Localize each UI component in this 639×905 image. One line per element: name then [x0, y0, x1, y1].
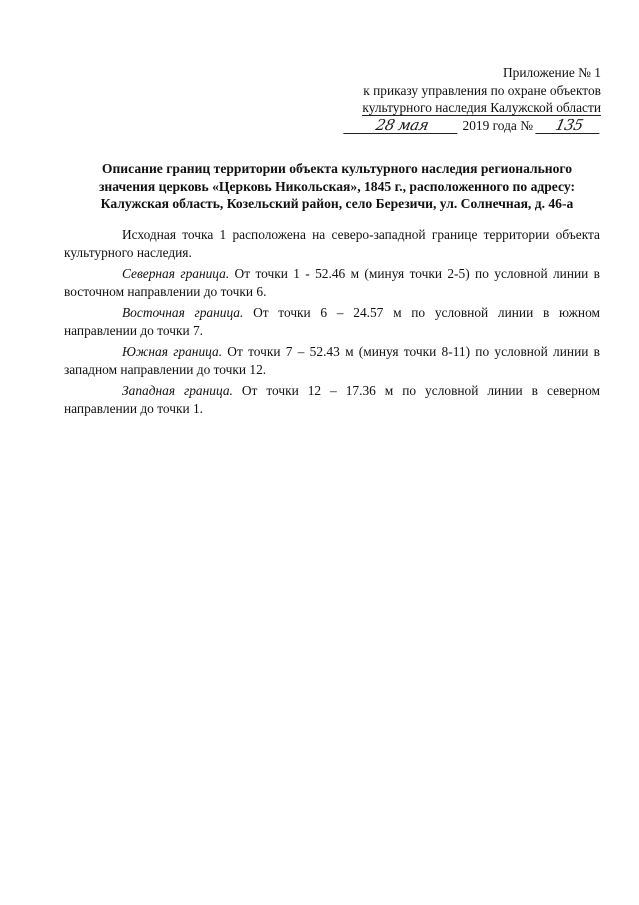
- appendix-authority: культурного наследия Калужской области: [362, 100, 601, 115]
- start-point-text: Исходная точка 1 расположена на северо-западной границе территории объекта культурного наследия.: [64, 227, 600, 260]
- appendix-year-text: 2019 года №: [462, 117, 533, 133]
- paragraph-north-border: [64, 265, 600, 301]
- south-border-label: Южная граница.: [122, 344, 223, 359]
- paragraph-south-border: [64, 343, 600, 379]
- appendix-order-ref: к приказу управления по охране объектов: [363, 82, 601, 98]
- north-border-label: Северная граница.: [122, 266, 230, 281]
- west-border-label: Западная граница.: [122, 383, 233, 398]
- paragraph-start-point: [64, 226, 600, 262]
- title-line-2: значения церковь «Церковь Никольская», 1845 г., расположенного по адресу:: [98, 178, 576, 194]
- appendix-header: [281, 64, 601, 134]
- handwritten-date: 28 мая: [343, 118, 460, 134]
- title-line-1: Описание границ территории объекта культурного наследия регионального: [101, 161, 573, 176]
- appendix-number: Приложение № 1: [502, 65, 601, 80]
- south-border-text: От точки 7 – 52.43 м (минуя точки 8-11) по условной линии в западном направлении до точки 12.: [64, 344, 600, 377]
- west-border-text: От точки 12 – 17.36 м по условной линии в северном направлении до точки 1.: [64, 383, 600, 416]
- document-title: [70, 160, 604, 213]
- appendix-date-line: [281, 117, 601, 135]
- title-line-3: Калужская область, Козельский район, село Березичи, ул. Солнечная, д. 46-а: [100, 196, 574, 211]
- document-body: [64, 226, 600, 421]
- handwritten-order-number: 135: [535, 118, 602, 134]
- east-border-text: От точки 6 – 24.57 м по условной линии в южном направлении до точки 7.: [64, 305, 600, 338]
- paragraph-west-border: [64, 382, 600, 418]
- north-border-text: От точки 1 - 52.46 м (минуя точки 2-5) по условной линии в восточном направлении до точки 6.: [64, 266, 600, 299]
- paragraph-east-border: [64, 304, 600, 340]
- east-border-label: Восточная граница.: [122, 305, 244, 320]
